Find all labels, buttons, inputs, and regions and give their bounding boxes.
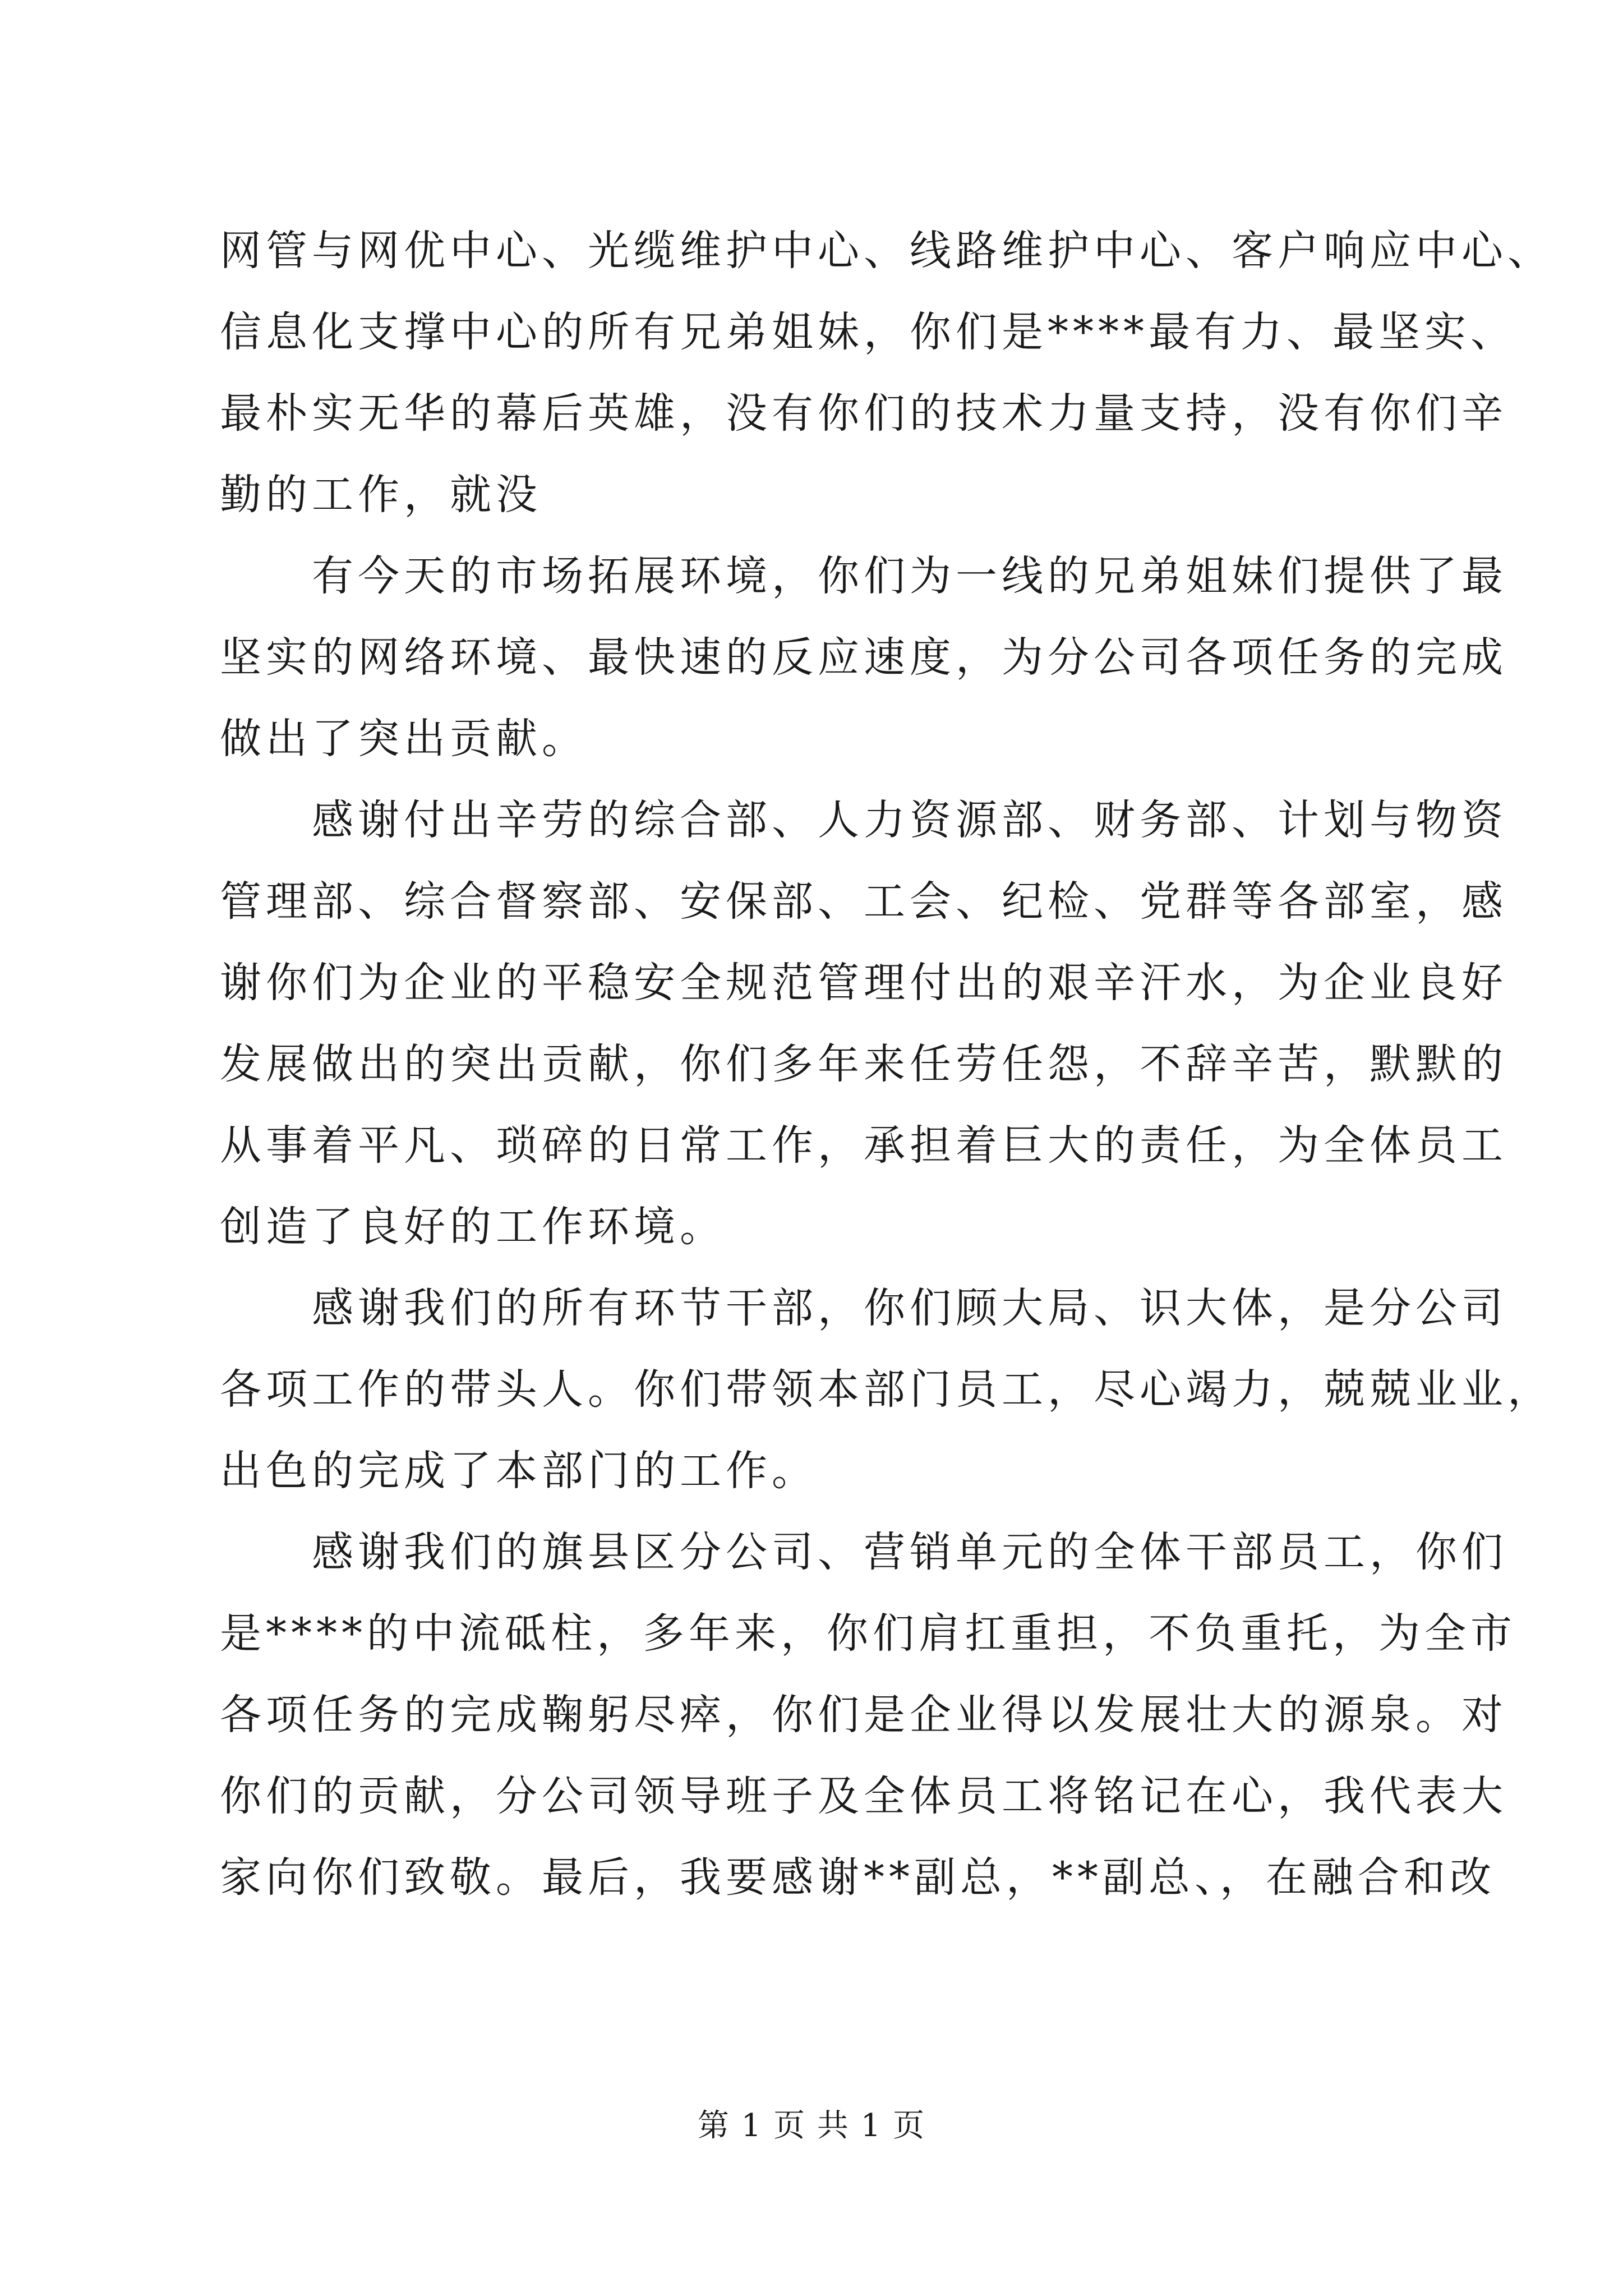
text-line: 创造了良好的工作环境。 xyxy=(220,1203,726,1251)
text-line: 坚实的网络环境、最快速的反应速度，为分公司各项任务的完成 xyxy=(220,633,1507,682)
text-line: 各项工作的带头人。你们带领本部门员工，尽心竭力，兢兢业业， xyxy=(220,1365,1553,1414)
text-line: 各项任务的完成鞠躬尽瘁，你们是企业得以发展壮大的源泉。对 xyxy=(220,1691,1507,1739)
text-line: 信息化支撑中心的所有兄弟姐妹，你们是****最有力、最坚实、 xyxy=(220,308,1516,356)
text-line: 是****的中流砥柱，多年来，你们肩扛重担，不负重托，为全市 xyxy=(220,1609,1516,1658)
text-line: 感谢我们的所有环节干部，你们顾大局、识大体，是分公司 xyxy=(220,1284,1507,1332)
text-line: 谢你们为企业的平稳安全规范管理付出的艰辛汗水，为企业良好 xyxy=(220,959,1507,1007)
text-line: 网管与网优中心、光缆维护中心、线路维护中心、客户响应中心、 xyxy=(220,227,1553,275)
text-line: 发展做出的突出贡献，你们多年来任劳任怨，不辞辛苦，默默的 xyxy=(220,1040,1507,1088)
text-line: 从事着平凡、琐碎的日常工作，承担着巨大的责任，为全体员工 xyxy=(220,1121,1507,1170)
text-line: 管理部、综合督察部、安保部、工会、纪检、党群等各部室，感 xyxy=(220,877,1507,926)
text-line: 最朴实无华的幕后英雄，没有你们的技术力量支持，没有你们辛 xyxy=(220,389,1507,438)
body-text xyxy=(220,210,1553,1918)
text-line: 你们的贡献，分公司领导班子及全体员工将铭记在心，我代表大 xyxy=(220,1772,1507,1820)
text-line: 家向你们致敬。最后，我要感谢**副总，**副总、，在融合和改 xyxy=(220,1853,1496,1902)
text-line: 有今天的市场拓展环境，你们为一线的兄弟姐妹们提供了最 xyxy=(220,552,1507,600)
page-footer: 第 1 页 共 1 页 xyxy=(697,2108,926,2144)
text-line: 出色的完成了本部门的工作。 xyxy=(220,1447,818,1495)
text-line: 做出了突出贡献。 xyxy=(220,715,588,763)
text-line: 感谢付出辛劳的综合部、人力资源部、财务部、计划与物资 xyxy=(220,796,1507,844)
text-line: 勤的工作，就没 xyxy=(220,471,542,519)
text-line: 感谢我们的旗县区分公司、营销单元的全体干部员工，你们 xyxy=(220,1528,1507,1576)
